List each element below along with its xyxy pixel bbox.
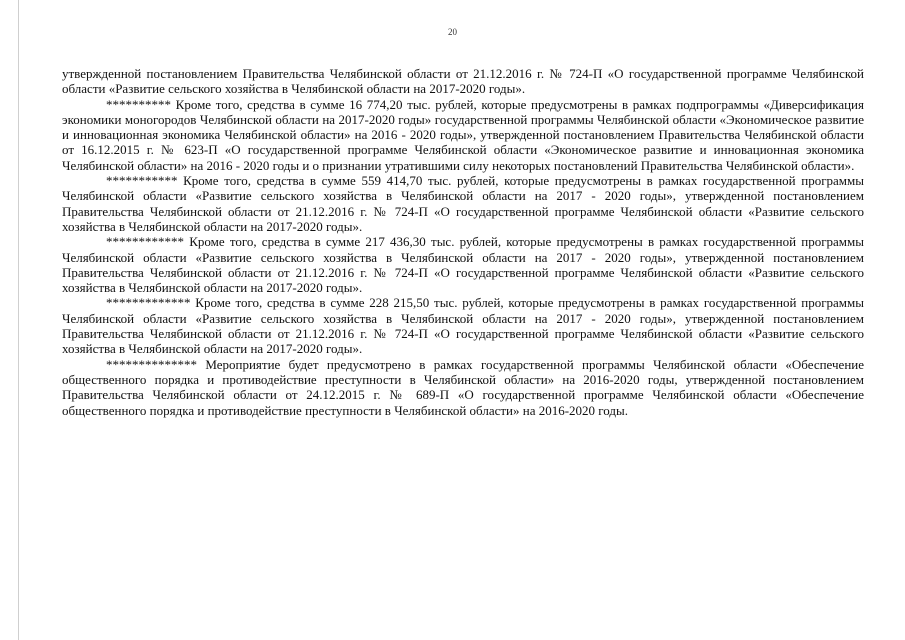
footnote-10-stars: ********** Кроме того, средства в сумме 16 774,20 тыс. рублей, которые предусмотрены в рамках подпрограммы «Диверсификация экономики моногородов Челябинской области на 2017-2020 годы» государственной программы Челябинской области «Экономическое развитие и инновационная экономика Челябинской области» на 2016 - 2020 годы», утвержденной постановлением Правительства Челябинской области от 16.12.2015 г. № 623-П «О государственной программе Челябинской области «Экономическое развитие и инновационная экономика Челябинской области» на 2016 - 2020 годы и о признании утратившими силу некоторых постановлений Правительства Челябинской области». — [62, 96, 864, 173]
footnote-11-stars: *********** Кроме того, средства в сумме 559 414,70 тыс. рублей, которые предусмотрены в рамках государственной программы Челябинской области «Развитие сельского хозяйства в Челябинской области на 2017 - 2020 годы», утвержденной постановлением Правительства Челябинской области от 21.12.2016 г. № 724-П «О государственной программе Челябинской области «Развитие сельского хозяйства в Челябинской области на 2017-2020 годы». — [62, 173, 864, 234]
footnote-14-stars: ************** Мероприятие будет предусмотрено в рамках государственной программы Челябинской области «Обеспечение общественного порядка и противодействие преступности в Челябинской области» на 2016-2020 годы, утвержденной постановлением Правительства Челябинской области от 24.12.2015 г. № 689-П «О государственной программе Челябинской области «Обеспечение общественного порядка и противодействие преступности в Челябинской области» на 2016-2020 годы. — [62, 356, 864, 418]
document-body — [62, 66, 864, 418]
footnote-13-stars: ************* Кроме того, средства в сумме 228 215,50 тыс. рублей, которые предусмотрены в рамках государственной программы Челябинской области «Развитие сельского хозяйства в Челябинской области на 2017 - 2020 годы», утвержденной постановлением Правительства Челябинской области от 21.12.2016 г. № 724-П «О государственной программе Челябинской области «Развитие сельского хозяйства в Челябинской области на 2017-2020 годы». — [62, 295, 864, 357]
footnote-12-stars: ************ Кроме того, средства в сумме 217 436,30 тыс. рублей, которые предусмотрены в рамках государственной программы Челябинской области «Развитие сельского хозяйства в Челябинской области на 2017 - 2020 годы», утвержденной постановлением Правительства Челябинской области от 21.12.2016 г. № 724-П «О государственной программе Челябинской области «Развитие сельского хозяйства в Челябинской области на 2017-2020 годы». — [62, 234, 864, 296]
paragraph-continuation: утвержденной постановлением Правительства Челябинской области от 21.12.2016 г. № 724-П «О государственной программе Челябинской области «Развитие сельского хозяйства в Челябинской области на 2017-2020 годы». — [62, 66, 864, 97]
page-number: 20 — [448, 27, 457, 37]
page-left-edge — [18, 0, 19, 640]
